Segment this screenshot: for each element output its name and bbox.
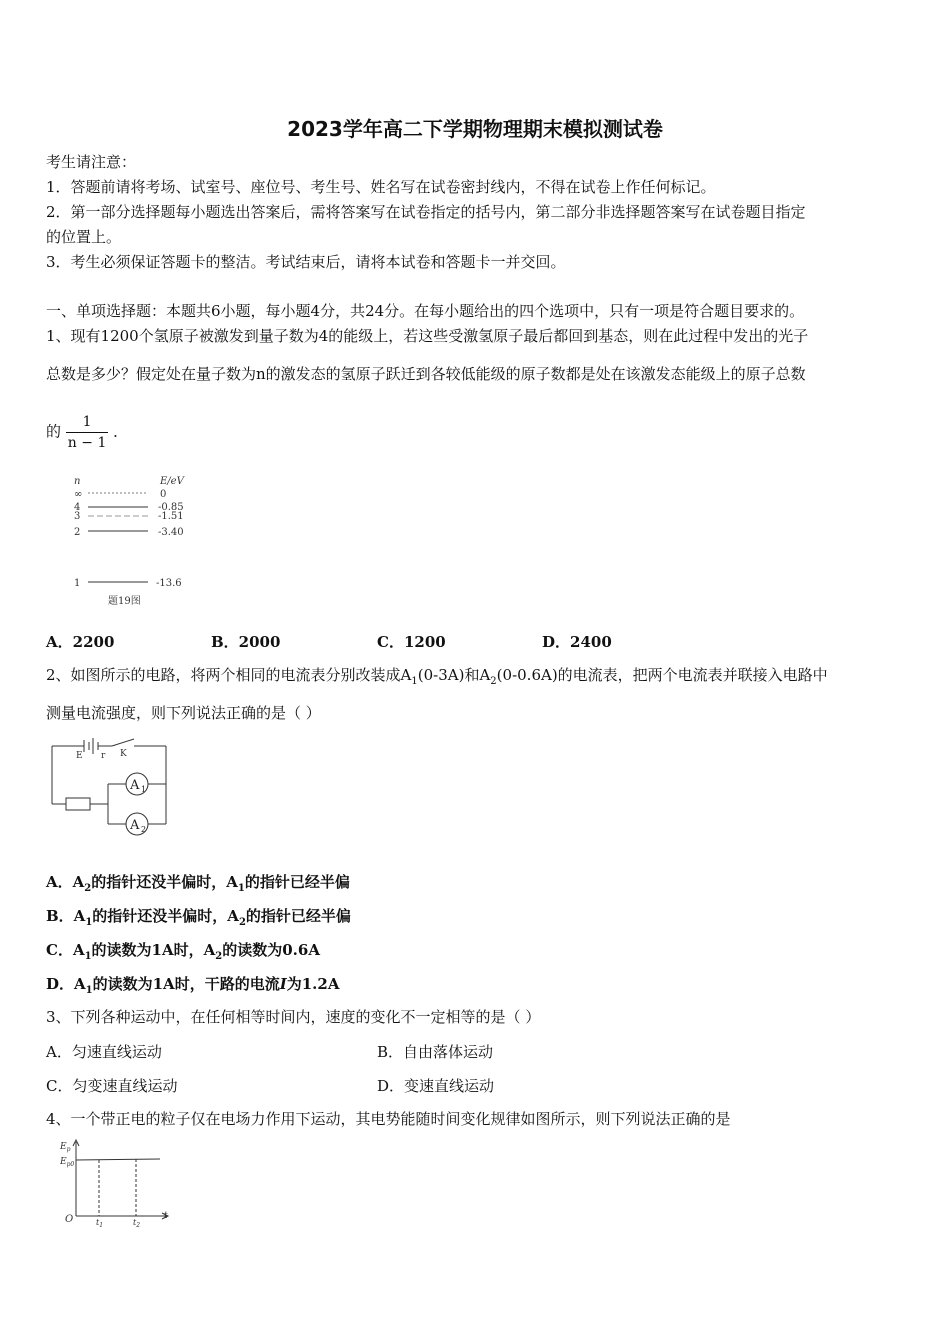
q2d-current-symbol: I — [279, 975, 287, 993]
circuit-diagram — [46, 734, 176, 838]
fraction-denominator: n − 1 — [66, 432, 109, 453]
q2-text-a: 2、如图所示的电路，将两个相同的电流表分别改装成A — [46, 666, 412, 684]
q2-text-c: (0-0.6A)的电流表，把两个电流表并联接入电路中 — [496, 666, 828, 684]
q2-sub-1: 1 — [411, 676, 418, 687]
section-heading: 一、单项选择题：本题共6小题，每小题4分，共24分。在每小题给出的四个选项中，只有一项是符合题目要求的。 — [46, 302, 805, 320]
diagram-caption: 题19图 — [108, 596, 141, 607]
q2b-p2: 的指针还没半偏时，A — [92, 907, 239, 925]
q2-text-b: (0-3A)和A — [417, 666, 491, 684]
label-t2: $t_2$ — [133, 1218, 141, 1228]
n-axis-label: n — [74, 476, 81, 487]
a1-sub: 1 — [141, 785, 147, 794]
internal-r-label: r — [101, 751, 106, 761]
notice-heading: 考生请注意： — [46, 153, 137, 171]
energy-axis-label: E/eV — [160, 476, 184, 487]
q1-option-a[interactable]: A．2200 — [46, 633, 115, 651]
q2b-p3: 的指针已经半偏 — [245, 907, 351, 925]
q2c-p2: 的读数为1A时，A — [91, 941, 216, 959]
q2a-s2: 1 — [237, 883, 245, 894]
q1-option-b[interactable]: B．2000 — [211, 633, 281, 651]
fraction — [66, 412, 109, 453]
q1-stem-line2: 总数是多少？假定处在量子数为n的激发态的氢原子跃迁到各较低能级的原子数都是处在该激发态能级上的原子总数 — [46, 365, 806, 383]
label-origin: O — [65, 1214, 74, 1225]
label-t-axis: t — [164, 1211, 168, 1221]
q2b-s1: 1 — [85, 917, 93, 928]
q1-option-d[interactable]: D．2400 — [542, 633, 612, 651]
q2d-p1: D．A — [46, 975, 86, 993]
notice-item-1: 1．答题前请将考场、试室号、座位号、考生号、姓名写在试卷密封线内，不得在试卷上作任何标记。 — [46, 178, 716, 196]
label-ep0: $E_{p0}$ — [60, 1157, 75, 1168]
q2c-p3: 的读数为0.6A — [222, 941, 320, 959]
level-n-2: 2 — [74, 527, 81, 538]
q1-stem-line3 — [46, 412, 128, 453]
q2d-p3: 为1.2A — [286, 975, 340, 993]
level-n-3: 3 — [74, 511, 81, 522]
label-ep: $E_p$ — [60, 1142, 71, 1153]
q2c-s2: 2 — [215, 951, 223, 962]
energy-line — [76, 1159, 160, 1160]
q2a-s1: 2 — [84, 883, 92, 894]
q3-option-a[interactable]: A．匀速直线运动 — [46, 1043, 162, 1061]
q2d-s1: 1 — [85, 985, 93, 996]
q2-option-a[interactable] — [46, 871, 350, 894]
q1-suffix: ． — [113, 422, 129, 441]
q2-option-d[interactable] — [46, 973, 339, 996]
fraction-numerator: 1 — [82, 414, 92, 430]
q2-option-c[interactable] — [46, 939, 320, 962]
q2c-p1: C．A — [46, 941, 85, 959]
level-n-inf: ∞ — [74, 489, 83, 500]
q1-prefix: 的 — [46, 422, 62, 441]
q1-stem-line1: 1、现有1200个氢原子被激发到量子数为4的能级上，若这些受激氢原子最后都回到基态，则在此过程中发出的光子 — [46, 327, 809, 345]
q3-option-c[interactable]: C．匀变速直线运动 — [46, 1077, 178, 1095]
level-e-3: -1.51 — [158, 511, 184, 522]
a2-letter: A — [130, 818, 140, 833]
notice-item-2: 2．第一部分选择题每小题选出答案后，需将答案写在试卷指定的括号内，第二部分非选择题答案写在试卷题目指定 — [46, 203, 806, 221]
q1-option-c[interactable]: C．1200 — [377, 633, 446, 651]
level-e-4: -0.85 — [158, 502, 184, 513]
q2d-p2: 的读数为1A时，干路的电流 — [92, 975, 280, 993]
energy-level-diagram — [62, 472, 202, 612]
notice-item-3: 3．考生必须保证答题卡的整洁。考试结束后，请将本试卷和答题卡一并交回。 — [46, 253, 566, 271]
q2b-p1: B．A — [46, 907, 86, 925]
page-title: 2023学年高二下学期物理期末模拟测试卷 — [287, 117, 663, 141]
q2-option-b[interactable] — [46, 905, 351, 928]
a1-letter: A — [130, 778, 140, 793]
potential-energy-graph — [56, 1136, 186, 1228]
q2c-s1: 1 — [84, 951, 92, 962]
label-t1: $t_1$ — [96, 1218, 104, 1228]
q3-option-b[interactable]: B．自由落体运动 — [377, 1043, 494, 1061]
level-n-1: 1 — [74, 578, 81, 589]
q2-stem-line2: 测量电流强度，则下列说法正确的是（ ） — [46, 704, 321, 722]
emf-label: E — [76, 751, 83, 761]
a2-sub: 2 — [141, 825, 147, 834]
q2-sub-2: 2 — [490, 676, 497, 687]
level-e-inf: 0 — [160, 489, 167, 500]
q2a-p1: A．A — [46, 873, 85, 891]
q2b-s2: 2 — [238, 917, 246, 928]
notice-item-2-cont: 的位置上。 — [46, 228, 122, 246]
q2a-p2: 的指针还没半偏时，A — [91, 873, 238, 891]
level-e-2: -3.40 — [158, 527, 184, 538]
q4-stem: 4、一个带正电的粒子仅在电场力作用下运动，其电势能随时间变化规律如图所示，则下列说法正确的是 — [46, 1110, 731, 1128]
switch-label: K — [120, 749, 127, 759]
level-n-4: 4 — [74, 502, 81, 513]
q3-stem: 3、下列各种运动中，在任何相等时间内，速度的变化不一定相等的是（ ） — [46, 1008, 541, 1026]
level-e-1: -13.6 — [156, 578, 182, 589]
q3-option-d[interactable]: D．变速直线运动 — [377, 1077, 495, 1095]
q2a-p3: 的指针已经半偏 — [244, 873, 350, 891]
q2-stem-line1 — [46, 665, 828, 692]
